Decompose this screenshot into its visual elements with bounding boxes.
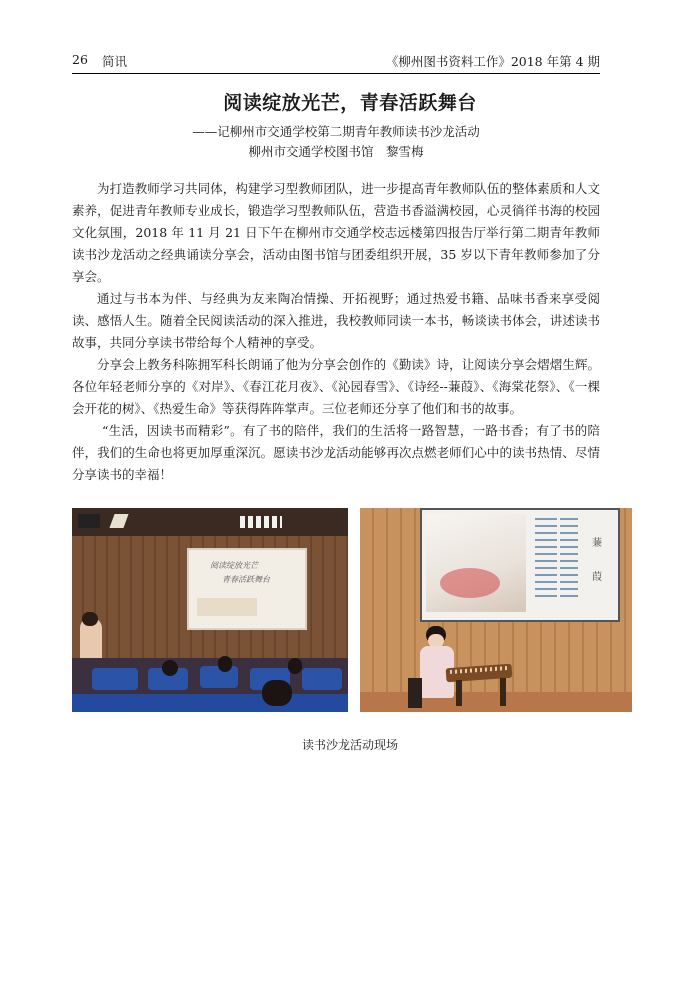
event-photo-lecture-hall bbox=[72, 508, 348, 712]
screen-text-line: 阅读绽放光芒 bbox=[210, 561, 258, 570]
paragraph: 通过与书本为伴、与经典为友来陶冶情操、开拓视野；通过热爱书籍、品味书香来享受阅读、感悟人生。随着全民阅读活动的深入推进，我校教师同读一本书，畅谈读书体会，讲述读书故事，共同分享读书带给每个人精神的享受。 bbox=[72, 291, 600, 350]
journal-issue: 《柳州图书资料工作》2018 年第 4 期 bbox=[385, 54, 600, 69]
paragraph: 为打造教师学习共同体，构建学习型教师团队，进一步提高青年教师队伍的整体素质和人文素养，促进青年教师专业成长，锻造学习型教师队伍，营造书香溢满校园，心灵徜徉书海的校园文化氛围，2018 年 11 月 21 日下午在柳州市交通学校志远楼第四报告厅举行第二期青年教师读书沙龙活动之经典诵读分享会，活动由图书馆与团委组织开展，35 岁以下青年教师参加了分享会。 bbox=[72, 181, 600, 284]
screen-char: 蒹 bbox=[592, 538, 602, 549]
page-number: 26 bbox=[72, 52, 88, 67]
screen-text-line: 青春活跃舞台 bbox=[222, 575, 270, 584]
running-header bbox=[72, 52, 600, 70]
screen-char: 葭 bbox=[592, 572, 602, 583]
section-label: 简讯 bbox=[102, 54, 128, 69]
paragraph: 分享会上教务科陈拥军科长朗诵了他为分享会创作的《勤读》诗，让阅读分享会熠熠生辉。各位年轻老师分享的《对岸》、《春江花月夜》、《沁园春雪》、《诗经--蒹葭》、《海棠花祭》、《一棵会开花的树》、《热爱生命》等获得阵阵掌声。三位老师还分享了他们和书的故事。 bbox=[72, 357, 600, 416]
article-body bbox=[72, 178, 600, 486]
article-author: 柳州市交通学校图书馆 黎雪梅 bbox=[248, 144, 424, 159]
article-title: 阅读绽放光芒，青春活跃舞台 bbox=[223, 92, 477, 114]
event-photo-guzheng-performance bbox=[360, 508, 632, 712]
header-rule bbox=[72, 73, 600, 74]
paragraph: “生活，因读书而精彩”。有了书的陪伴，我们的生活将一路智慧，一路书香；有了书的陪伴，我们的生命也将更加厚重深沉。愿读书沙龙活动能够再次点燃老师们心中的读书热情、尽情分享读书的幸福！ bbox=[72, 423, 600, 482]
article-subtitle: ——记柳州市交通学校第二期青年教师读书沙龙活动 bbox=[192, 124, 480, 139]
photo-caption: 读书沙龙活动现场 bbox=[301, 738, 398, 752]
